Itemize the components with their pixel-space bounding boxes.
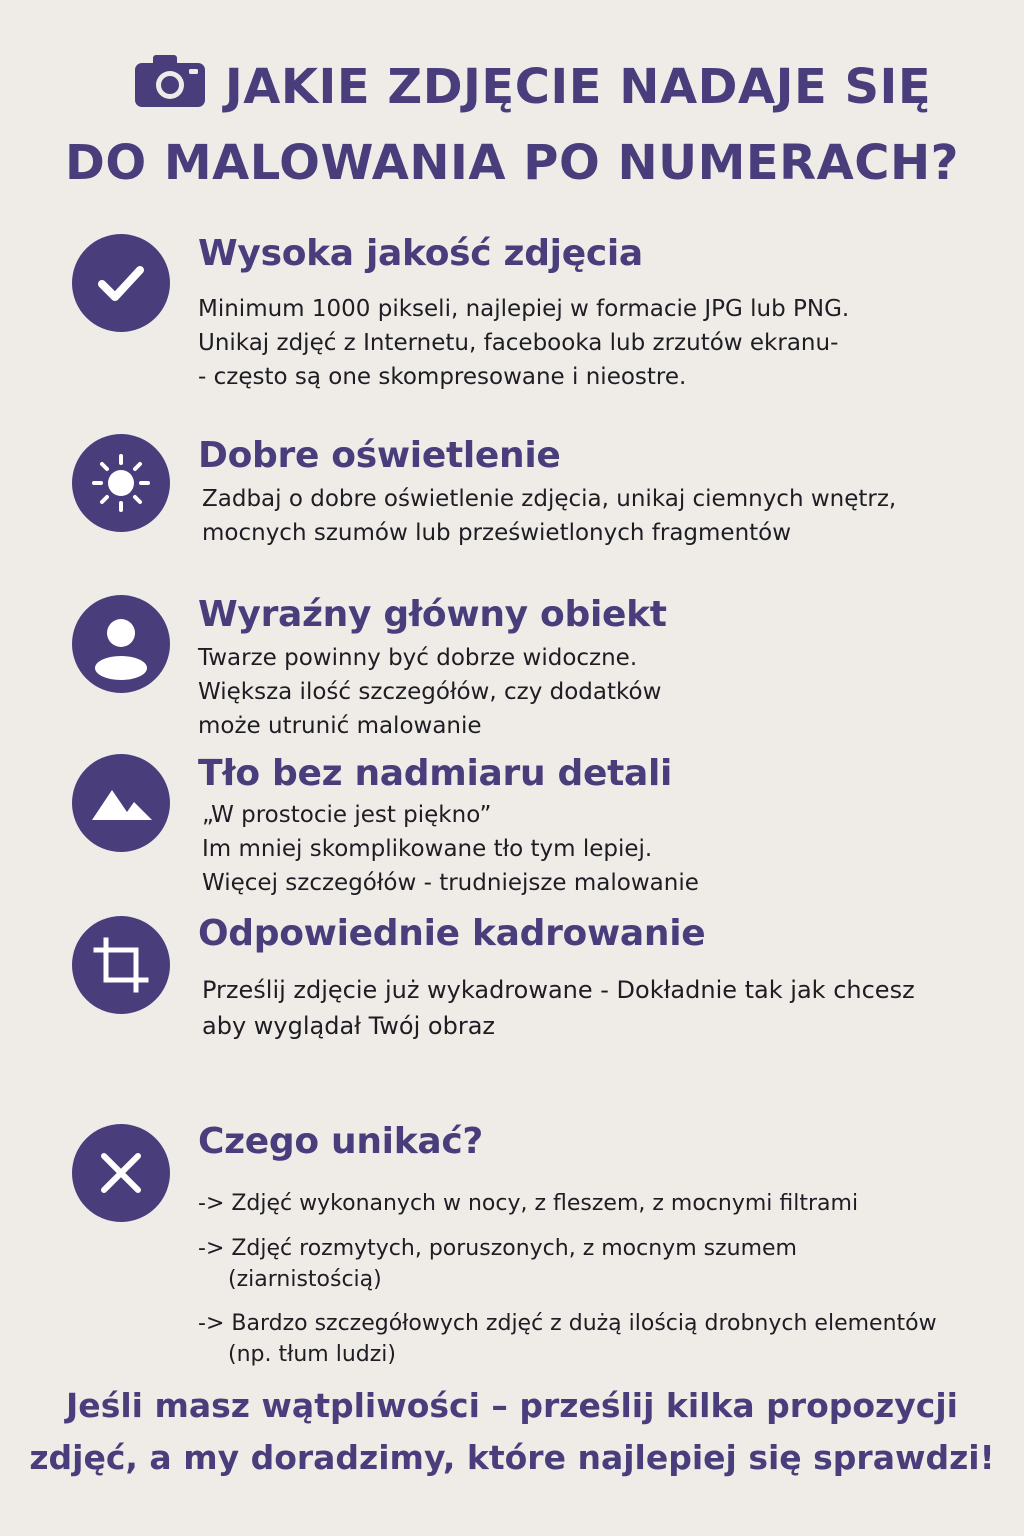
person-icon <box>72 595 170 693</box>
body-line: może utrunić malowanie <box>198 713 482 739</box>
section-heading: Czego unikać? <box>198 1121 483 1162</box>
list-item <box>198 1308 937 1370</box>
list-item-continuation: (np. tłum ludzi) <box>228 1342 396 1367</box>
body-line: Większa ilość szczegółów, czy dodatków <box>198 679 662 705</box>
checkmark-badge <box>72 234 170 332</box>
section-heading: Odpowiednie kadrowanie <box>198 913 706 954</box>
section-body <box>198 641 661 743</box>
list-item <box>198 1233 797 1295</box>
section-body <box>202 482 896 550</box>
sun-badge <box>72 434 170 532</box>
body-line: „W prostocie jest piękno” <box>202 802 492 828</box>
footer-line-2: zdjęć, a my doradzimy, które najlepiej się sprawdzi! <box>29 1438 995 1477</box>
title-line-1 <box>0 52 1024 128</box>
footer-note <box>0 1380 1024 1484</box>
list-item <box>198 1188 858 1219</box>
section-heading: Dobre oświetlenie <box>198 435 561 476</box>
camera-icon <box>133 53 207 128</box>
page-title <box>0 52 1024 198</box>
person-badge <box>72 595 170 693</box>
body-line: aby wyglądał Twój obraz <box>202 1012 495 1040</box>
body-line: Zadbaj o dobre oświetlenie zdjęcia, unikaj ciemnych wnętrz, <box>202 486 897 512</box>
list-item-text: -> Bardzo szczegółowych zdjęć z dużą ilością drobnych elementów <box>198 1311 937 1336</box>
title-text-1: JAKIE ZDJĘCIE NADAJE SIĘ <box>224 59 932 115</box>
section-heading: Wysoka jakość zdjęcia <box>198 233 643 274</box>
body-line: Im mniej skomplikowane tło tym lepiej. <box>202 836 653 862</box>
close-badge <box>72 1124 170 1222</box>
section-heading: Tło bez nadmiaru detali <box>198 753 673 794</box>
crop-badge <box>72 916 170 1014</box>
mountain-badge <box>72 754 170 852</box>
list-item-text: -> Zdjęć wykonanych w nocy, z fleszem, z mocnymi filtrami <box>198 1191 859 1216</box>
checkmark-icon <box>72 234 170 332</box>
section-body <box>202 972 915 1044</box>
footer-line-1: Jeśli masz wątpliwości – prześlij kilka propozycji <box>66 1386 958 1425</box>
close-icon <box>72 1124 170 1222</box>
section-body <box>202 798 699 900</box>
body-line: Twarze powinny być dobrze widoczne. <box>198 645 638 671</box>
mountain-icon <box>72 754 170 852</box>
body-line: Minimum 1000 pikseli, najlepiej w formacie JPG lub PNG. <box>198 296 850 322</box>
list-item-continuation: (ziarnistością) <box>228 1267 382 1292</box>
list-item-text: -> Zdjęć rozmytych, poruszonych, z mocnym szumem <box>198 1236 797 1261</box>
body-line: - często są one skompresowane i nieostre. <box>198 364 687 390</box>
section-heading: Wyraźny główny obiekt <box>198 594 667 635</box>
title-line-2: DO MALOWANIA PO NUMERACH? <box>64 135 960 191</box>
body-line: Więcej szczegółów - trudniejsze malowanie <box>202 870 699 896</box>
body-line: Prześlij zdjęcie już wykadrowane - Dokładnie tak jak chcesz <box>202 976 915 1004</box>
section-body <box>198 292 849 394</box>
body-line: Unikaj zdjęć z Internetu, facebooka lub zrzutów ekranu- <box>198 330 839 356</box>
crop-icon <box>72 916 170 1014</box>
sun-icon <box>72 434 170 532</box>
body-line: mocnych szumów lub prześwietlonych fragmentów <box>202 520 792 546</box>
